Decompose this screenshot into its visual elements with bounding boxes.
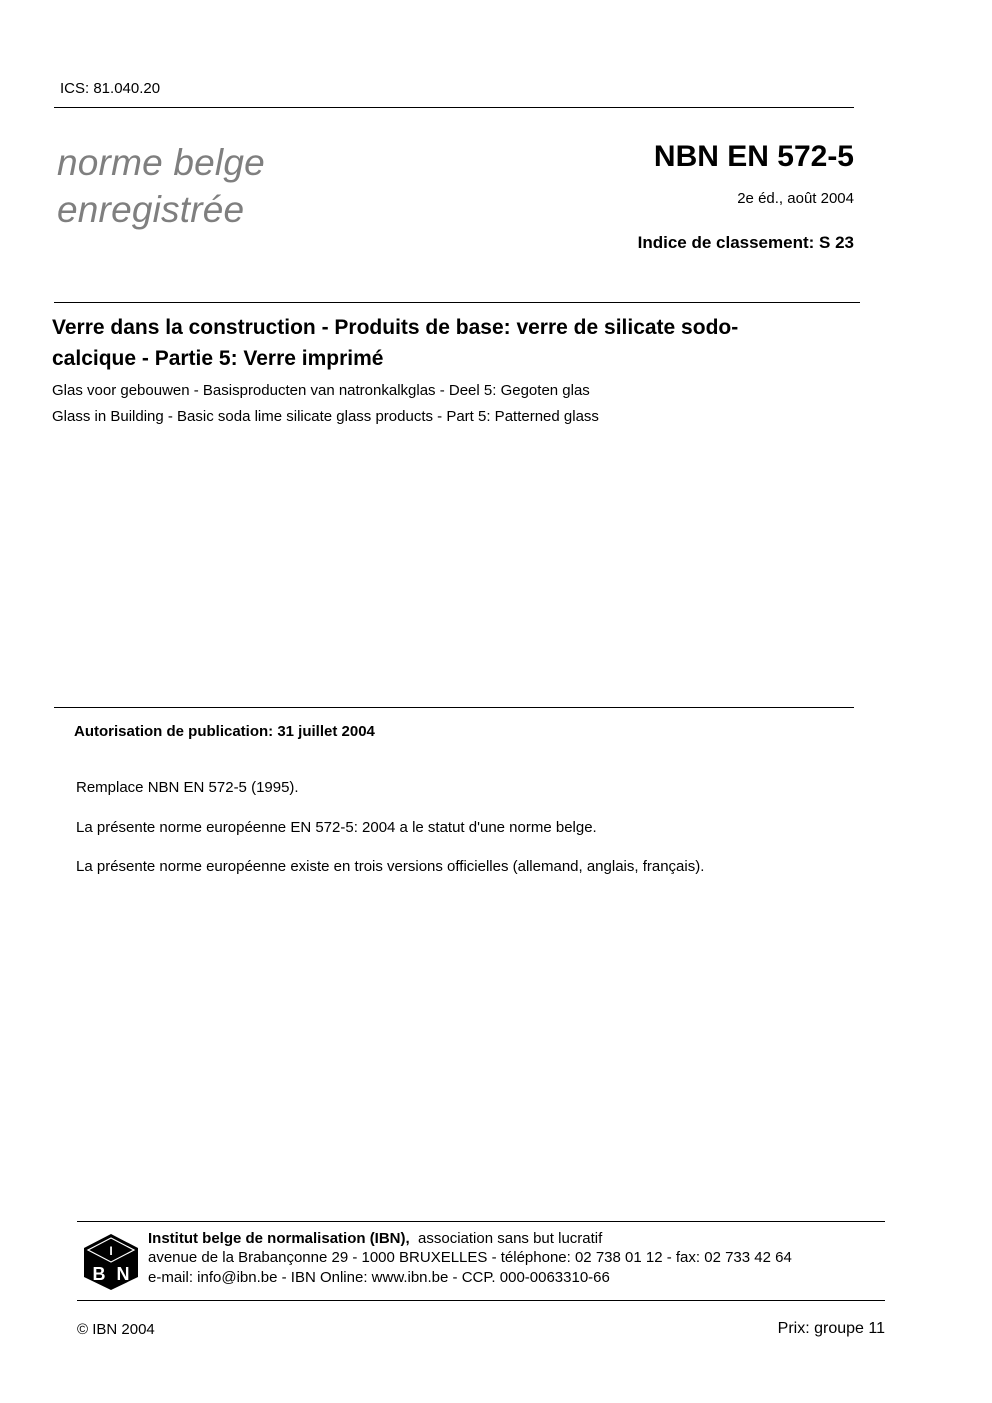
institute-descriptor: association sans but lucratif xyxy=(418,1230,603,1247)
institute-contact: e-mail: info@ibn.be - IBN Online: www.ibn.be - CCP. 000-0063310-66 xyxy=(148,1269,610,1286)
institute-name: Institut belge de normalisation (IBN), xyxy=(148,1230,410,1247)
publication-divider xyxy=(54,707,854,708)
replaces-note: Remplace NBN EN 572-5 (1995). xyxy=(76,779,299,796)
svg-text:B: B xyxy=(92,1264,106,1284)
standard-reference: NBN EN 572-5 xyxy=(653,140,854,173)
publication-authorisation: Autorisation de publication: 31 juillet 2004 xyxy=(74,723,375,740)
norm-type-line-2: enregistrée xyxy=(57,189,245,230)
ics-code: ICS: 81.040.20 xyxy=(60,80,161,97)
institute-bottom-divider xyxy=(77,1300,885,1301)
norm-type-line-1: norme belge xyxy=(57,142,265,183)
status-note: La présente norme européenne EN 572-5: 2004 a le statut d'une norme belge. xyxy=(76,819,597,836)
header-divider xyxy=(54,107,854,108)
institute-top-divider xyxy=(77,1221,885,1222)
svg-text:I: I xyxy=(109,1244,113,1258)
price-group: Prix: groupe 11 xyxy=(777,1320,885,1337)
french-title-line-1: Verre dans la construction - Produits de base: verre de silicate sodo- xyxy=(52,316,739,339)
institute-address: avenue de la Brabançonne 29 - 1000 BRUXELLES - téléphone: 02 738 01 12 - fax: 02 733 42 64 xyxy=(148,1249,792,1266)
classification-index: Indice de classement: S 23 xyxy=(637,233,854,252)
english-title: Glass in Building - Basic soda lime silicate glass products - Part 5: Patterned glass xyxy=(52,408,599,425)
institute-name-line xyxy=(148,1229,602,1248)
edition-date: 2e éd., août 2004 xyxy=(737,190,854,207)
french-title-line-2: calcique - Partie 5: Verre imprimé xyxy=(52,347,384,370)
ibn-logo-icon xyxy=(82,1233,140,1291)
dutch-title: Glas voor gebouwen - Basisproducten van natronkalkglas - Deel 5: Gegoten glas xyxy=(52,382,590,399)
french-title xyxy=(52,312,832,374)
svg-text:N: N xyxy=(116,1264,130,1284)
versions-note: La présente norme européenne existe en trois versions officielles (allemand, anglais, français). xyxy=(76,858,705,875)
title-divider xyxy=(54,302,860,303)
copyright: © IBN 2004 xyxy=(77,1321,155,1338)
